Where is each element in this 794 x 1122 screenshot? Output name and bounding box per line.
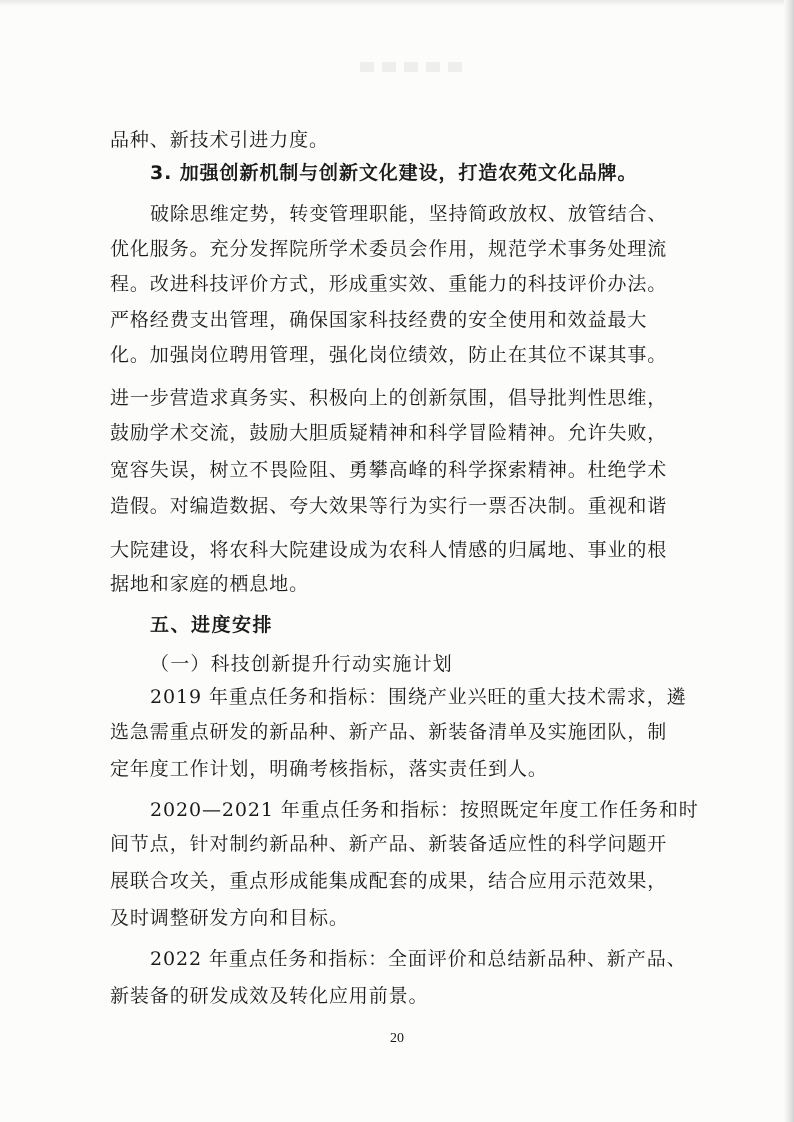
paragraph-line: 宽容失误，树立不畏险阻、勇攀高峰的科学探索精神。杜绝学术 [110, 459, 668, 481]
paragraph-line: 程。改进科技评价方式，形成重实效、重能力的科技评价办法。 [110, 273, 668, 295]
paragraph-line: 鼓励学术交流，鼓励大胆质疑精神和科学冒险精神。允许失败， [110, 422, 668, 444]
paragraph-line: 优化服务。充分发挥院所学术委员会作用，规范学术事务处理流 [110, 238, 668, 260]
subsection-heading: （一）科技创新提升行动实施计划 [150, 653, 454, 675]
paragraph-line: 及时调整研发方向和目标。 [110, 907, 349, 929]
paragraph-line: 破除思维定势，转变管理职能，坚持简政放权、放管结合、 [150, 203, 668, 225]
paragraph-line: 2019 年重点任务和指标：围绕产业兴旺的重大技术需求，遴 [150, 686, 687, 708]
paragraph-line: 选急需重点研发的新品种、新产品、新装备清单及实施团队，制 [110, 721, 668, 743]
paragraph-line: 严格经费支出管理，确保国家科技经费的安全使用和效益最大 [110, 309, 648, 331]
paragraph-line: 2020—2021 年重点任务和指标：按照既定年度工作任务和时 [150, 799, 699, 821]
paragraph-line: 品种、新技术引进力度。 [110, 129, 329, 151]
paragraph-line: 造假。对编造数据、夸大效果等行为实行一票否决制。重视和谐 [110, 495, 668, 517]
paragraph-line: 间节点，针对制约新品种、新产品、新装备适应性的科学问题开 [110, 833, 668, 855]
paragraph-line: 定年度工作计划，明确考核指标，落实责任到人。 [110, 758, 548, 780]
paragraph-line: 进一步营造求真务实、积极向上的创新氛围，倡导批判性思维， [110, 387, 668, 409]
section-heading: 3. 加强创新机制与创新文化建设，打造农苑文化品牌。 [150, 162, 638, 184]
page-number: 20 [390, 1031, 404, 1046]
scan-shadow-top [0, 0, 794, 6]
paragraph-line: 据地和家庭的栖息地。 [110, 573, 310, 595]
paragraph-line: 化。加强岗位聘用管理，强化岗位绩效，防止在其位不谋其事。 [110, 344, 668, 366]
bleed-through-mark [360, 62, 470, 72]
paragraph-line: 新装备的研发成效及转化应用前景。 [110, 985, 429, 1007]
paragraph-line: 2022 年重点任务和指标：全面评价和总结新品种、新产品、 [150, 948, 687, 970]
section-heading: 五、进度安排 [150, 614, 274, 636]
paragraph-line: 展联合攻关，重点形成能集成配套的成果，结合应用示范效果， [110, 870, 668, 892]
paragraph-line: 大院建设，将农科大院建设成为农科人情感的归属地、事业的根 [110, 539, 668, 561]
